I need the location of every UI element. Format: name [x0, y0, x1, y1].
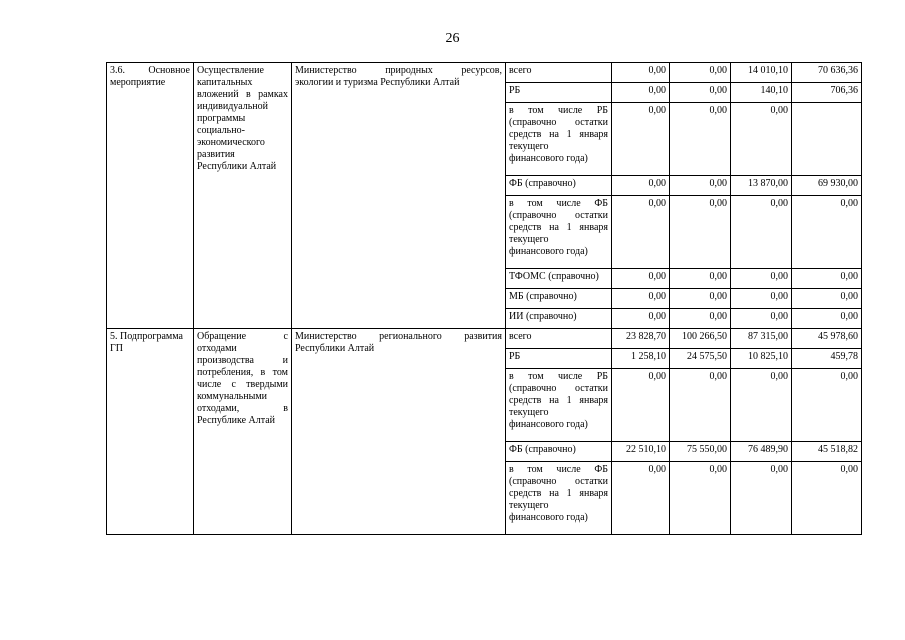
text-line: Министерство регионального развития — [295, 331, 502, 342]
text-line: развития — [197, 149, 235, 160]
text-line: Осуществление — [197, 65, 264, 76]
amount-cell: 100 266,50 — [670, 329, 731, 349]
amount-cell: 0,00 — [670, 369, 731, 442]
text-line: экологии и туризма Республики Алтай — [295, 77, 460, 88]
text-line: 3.6. — [110, 65, 125, 76]
amount-cell: 0,00 — [612, 83, 670, 103]
funding-source-cell — [506, 289, 612, 309]
amount-cell: 0,00 — [612, 63, 670, 83]
item-name-cell — [194, 63, 292, 329]
text-line: (справочно остатки — [509, 210, 608, 221]
text-line: программы — [197, 113, 246, 124]
executor-cell — [292, 329, 506, 535]
amount-cell: 140,10 — [731, 83, 792, 103]
item-code-cell — [107, 329, 194, 535]
amount-cell: 0,00 — [792, 289, 862, 309]
amount-cell: 45 518,82 — [792, 442, 862, 462]
text-line: Обращение с — [197, 331, 288, 342]
amount-cell: 76 489,90 — [731, 442, 792, 462]
text-line: финансового года) — [509, 246, 588, 257]
amount-cell: 22 510,10 — [612, 442, 670, 462]
amount-cell: 0,00 — [670, 269, 731, 289]
text-line: (справочно остатки — [509, 476, 608, 487]
amount-cell: 0,00 — [612, 309, 670, 329]
text-line: ФБ (справочно) — [509, 444, 576, 455]
amount-cell: 0,00 — [670, 289, 731, 309]
text-line: капитальных — [197, 77, 253, 88]
amount-cell: 10 825,10 — [731, 349, 792, 369]
amount-cell: 0,00 — [612, 369, 670, 442]
amount-cell: 0,00 — [670, 83, 731, 103]
financing-table — [106, 62, 862, 535]
text-line: Республики Алтай — [295, 343, 375, 354]
text-line: экономического — [197, 137, 265, 148]
amount-cell: 0,00 — [731, 309, 792, 329]
amount-cell: 0,00 — [792, 309, 862, 329]
text-line: финансового года) — [509, 419, 588, 430]
text-line: Основное — [148, 65, 190, 76]
text-line: коммунальными — [197, 391, 267, 402]
funding-source-cell — [506, 196, 612, 269]
amount-cell: 70 636,36 — [792, 63, 862, 83]
amount-cell: 0,00 — [612, 196, 670, 269]
amount-cell: 459,78 — [792, 349, 862, 369]
amount-cell: 1 258,10 — [612, 349, 670, 369]
amount-cell: 0,00 — [612, 176, 670, 196]
funding-source-cell — [506, 269, 612, 289]
amount-cell: 0,00 — [792, 269, 862, 289]
text-line: Республики Алтай — [197, 161, 277, 172]
amount-cell: 0,00 — [670, 103, 731, 176]
table-row — [107, 63, 862, 83]
amount-cell: 0,00 — [670, 176, 731, 196]
amount-cell: 23 828,70 — [612, 329, 670, 349]
text-line: в том числе РБ — [509, 371, 608, 382]
text-line: социально- — [197, 125, 245, 136]
text-line: потребления, в том — [197, 367, 288, 378]
text-line: текущего — [509, 141, 549, 152]
executor-cell — [292, 63, 506, 329]
text-line: всего — [509, 65, 532, 76]
text-line: в том числе ФБ — [509, 198, 608, 209]
text-line: (справочно остатки — [509, 117, 608, 128]
amount-cell: 45 978,60 — [792, 329, 862, 349]
funding-source-cell — [506, 462, 612, 535]
text-line: средств на 1 января — [509, 222, 608, 233]
text-line: всего — [509, 331, 532, 342]
amount-cell: 0,00 — [792, 462, 862, 535]
funding-source-cell — [506, 83, 612, 103]
amount-cell: 13 870,00 — [731, 176, 792, 196]
text-line: в том числе ФБ — [509, 464, 608, 475]
text-line: числе с твердыми — [197, 379, 288, 390]
text-line: вложений в рамках — [197, 89, 288, 100]
text-line: ТФОМС (справочно) — [509, 271, 599, 282]
amount-cell: 0,00 — [731, 462, 792, 535]
amount-cell: 0,00 — [731, 196, 792, 269]
amount-cell: 87 315,00 — [731, 329, 792, 349]
item-code — [110, 65, 190, 77]
amount-cell: 706,36 — [792, 83, 862, 103]
text-line: МБ (справочно) — [509, 291, 577, 302]
text-line: 5. Подпрограмма — [110, 331, 183, 342]
text-line: текущего — [509, 500, 549, 511]
text-line: текущего — [509, 407, 549, 418]
text-line: мероприятие — [110, 77, 166, 88]
funding-source-cell — [506, 103, 612, 176]
funding-source-cell — [506, 176, 612, 196]
amount-cell: 69 930,00 — [792, 176, 862, 196]
table-row — [107, 329, 862, 349]
text-line: текущего — [509, 234, 549, 245]
page-number: 26 — [445, 31, 460, 46]
amount-cell: 24 575,50 — [670, 349, 731, 369]
amount-cell: 0,00 — [670, 196, 731, 269]
text-line: финансового года) — [509, 512, 588, 523]
text-line: средств на 1 января — [509, 488, 608, 499]
amount-cell: 0,00 — [612, 289, 670, 309]
text-line: производства и — [197, 355, 288, 366]
item-code-cell — [107, 63, 194, 329]
text-line: отходами, в — [197, 403, 288, 414]
text-line: Республике Алтай — [197, 415, 275, 426]
amount-cell: 0,00 — [731, 369, 792, 442]
text-line: финансового года) — [509, 153, 588, 164]
text-line: РБ — [509, 351, 521, 362]
amount-cell: 0,00 — [612, 269, 670, 289]
funding-source-cell — [506, 442, 612, 462]
text-line: отходами — [197, 343, 237, 354]
amount-cell: 0,00 — [792, 196, 862, 269]
amount-cell: 0,00 — [612, 103, 670, 176]
amount-cell: 0,00 — [612, 462, 670, 535]
text-line: ГП — [110, 343, 124, 354]
amount-cell — [792, 103, 862, 176]
text-line: РБ — [509, 85, 521, 96]
funding-source-cell — [506, 329, 612, 349]
item-name-cell — [194, 329, 292, 535]
funding-source-cell — [506, 349, 612, 369]
amount-cell: 14 010,10 — [731, 63, 792, 83]
amount-cell: 0,00 — [731, 103, 792, 176]
text-line: средств на 1 января — [509, 395, 608, 406]
text-line: индивидуальной — [197, 101, 268, 112]
amount-cell: 75 550,00 — [670, 442, 731, 462]
text-line: ИИ (справочно) — [509, 311, 577, 322]
amount-cell: 0,00 — [731, 269, 792, 289]
amount-cell: 0,00 — [731, 289, 792, 309]
amount-cell: 0,00 — [670, 309, 731, 329]
text-line: в том числе РБ — [509, 105, 608, 116]
funding-source-cell — [506, 309, 612, 329]
amount-cell: 0,00 — [670, 462, 731, 535]
text-line: Министерство природных ресурсов, — [295, 65, 502, 76]
funding-source-cell — [506, 369, 612, 442]
text-line: ФБ (справочно) — [509, 178, 576, 189]
text-line: средств на 1 января — [509, 129, 608, 140]
amount-cell: 0,00 — [792, 369, 862, 442]
text-line: (справочно остатки — [509, 383, 608, 394]
funding-source-cell — [506, 63, 612, 83]
amount-cell: 0,00 — [670, 63, 731, 83]
